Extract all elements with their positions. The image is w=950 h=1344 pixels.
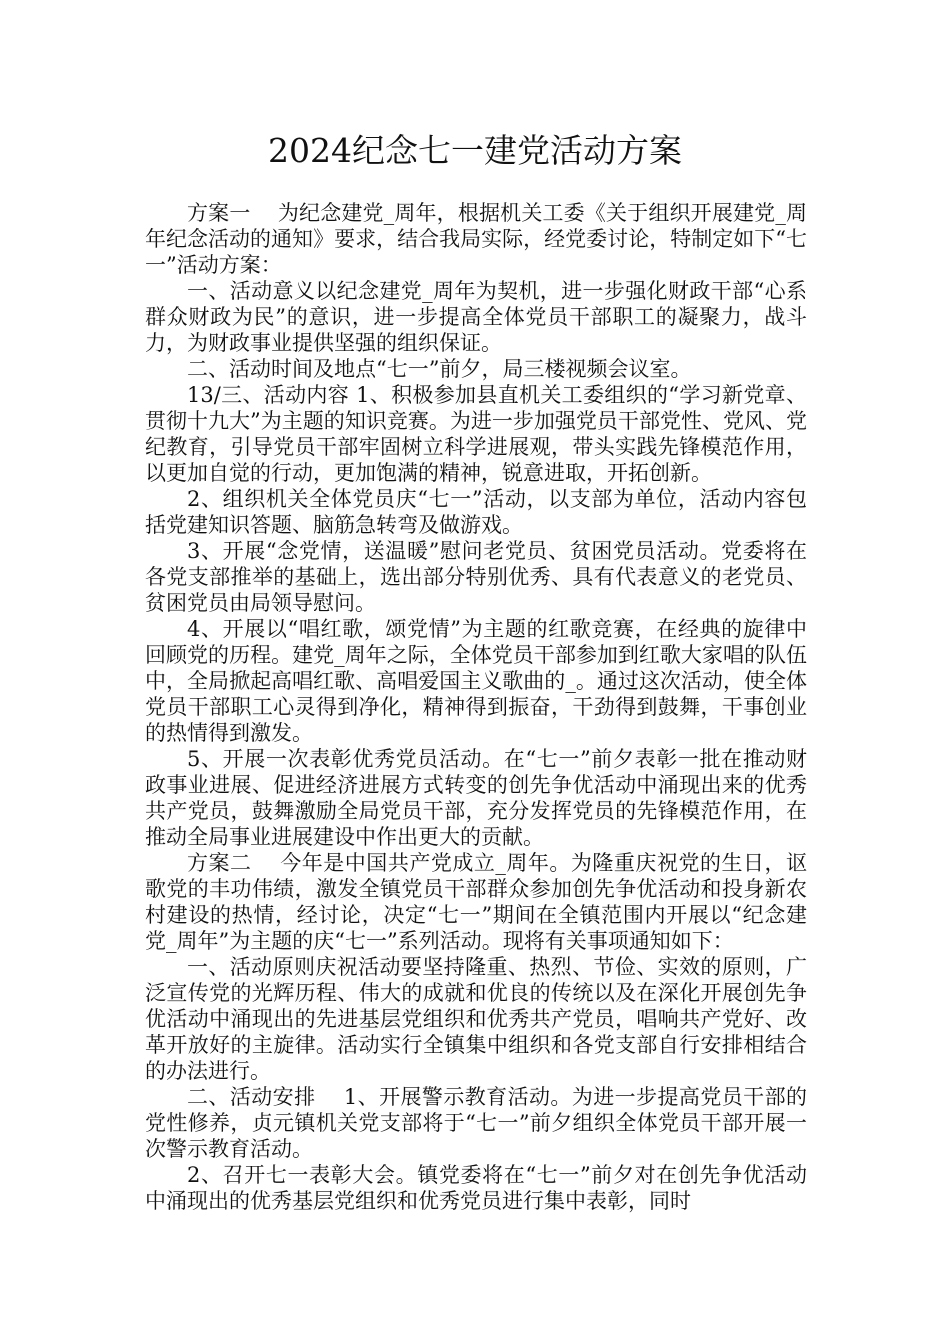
paragraph: 二、活动时间及地点“七一”前夕，局三楼视频会议室。 (187, 357, 692, 381)
paragraph: 2、召开七一表彰大会。镇党委将在“七一”前夕对在创先争优活动中涌现出的优秀基层党组织和优秀党员进行集中表彰，同时 (145, 1163, 807, 1213)
paragraph: 4、开展以“唱红歌，颂党情”为主题的红歌竞赛，在经典的旋律中回顾党的历程。建党_周年之际，全体党员干部参加到红歌大家唱的队伍中，全局掀起高唱红歌、高唱爱国主义歌曲的_。通过这次活动，使全体党员干部职工心灵得到净化，精神得到振奋，干劲得到鼓舞，干事创业的热情得到激发。 (145, 617, 807, 745)
paragraph: 5、开展一次表彰优秀党员活动。在“七一”前夕表彰一批在推动财政事业进展、促进经济进展方式转变的创先争优活动中涌现出来的优秀共产党员，鼓舞激励全局党员干部，充分发挥党员的先锋模范作用，在推动全局事业进展建设中作出更大的贡献。 (145, 747, 807, 849)
document-title: 2024纪念七一建党活动方案 (268, 131, 682, 170)
document-body (145, 200, 807, 1214)
paragraph: 2、组织机关全体党员庆“七一”活动，以支部为单位，活动内容包括党建知识答题、脑筋急转弯及做游戏。 (145, 487, 807, 537)
paragraph: 方案二 今年是中国共产党成立_周年。为隆重庆祝党的生日，讴歌党的丰功伟绩，激发全镇党员干部群众参加创先争优活动和投身新农村建设的热情，经讨论，决定“七一”期间在全镇范围内开展以“纪念建党_周年”为主题的庆“七一”系列活动。现将有关事项通知如下： (145, 851, 807, 953)
paragraph: 方案一 为纪念建党_周年，根据机关工委《关于组织开展建党_周年纪念活动的通知》要求，结合我局实际，经党委讨论，特制定如下“七一”活动方案： (145, 201, 807, 277)
paragraph: 一、活动意义以纪念建党_周年为契机，进一步强化财政干部“心系群众财政为民”的意识，进一步提高全体党员干部职工的凝聚力，战斗力，为财政事业提供坚强的组织保证。 (145, 279, 807, 355)
paragraph: 二、活动安排 1、开展警示教育活动。为进一步提高党员干部的党性修养，贞元镇机关党支部将于“七一”前夕组织全体党员干部开展一次警示教育活动。 (145, 1085, 807, 1161)
paragraph: 3、开展“念党情，送温暖”慰问老党员、贫困党员活动。党委将在各党支部推举的基础上，选出部分特别优秀、具有代表意义的老党员、贫困党员由局领导慰问。 (145, 539, 807, 615)
paragraph: 一、活动原则庆祝活动要坚持隆重、热烈、节俭、实效的原则，广泛宣传党的光辉历程、伟大的成就和优良的传统以及在深化开展创先争优活动中涌现出的先进基层党组织和优秀共产党员，唱响共产党好、改革开放好的主旋律。活动实行全镇集中组织和各党支部自行安排相结合的办法进行。 (145, 955, 807, 1083)
paragraph: 13/三、活动内容 1、积极参加县直机关工委组织的“学习新党章、贯彻十九大”为主题的知识竞赛。为进一步加强党员干部党性、党风、党纪教育，引导党员干部牢固树立科学进展观，带头实践先锋模范作用，以更加自觉的行动，更加饱满的精神，锐意进取，开拓创新。 (145, 383, 807, 485)
